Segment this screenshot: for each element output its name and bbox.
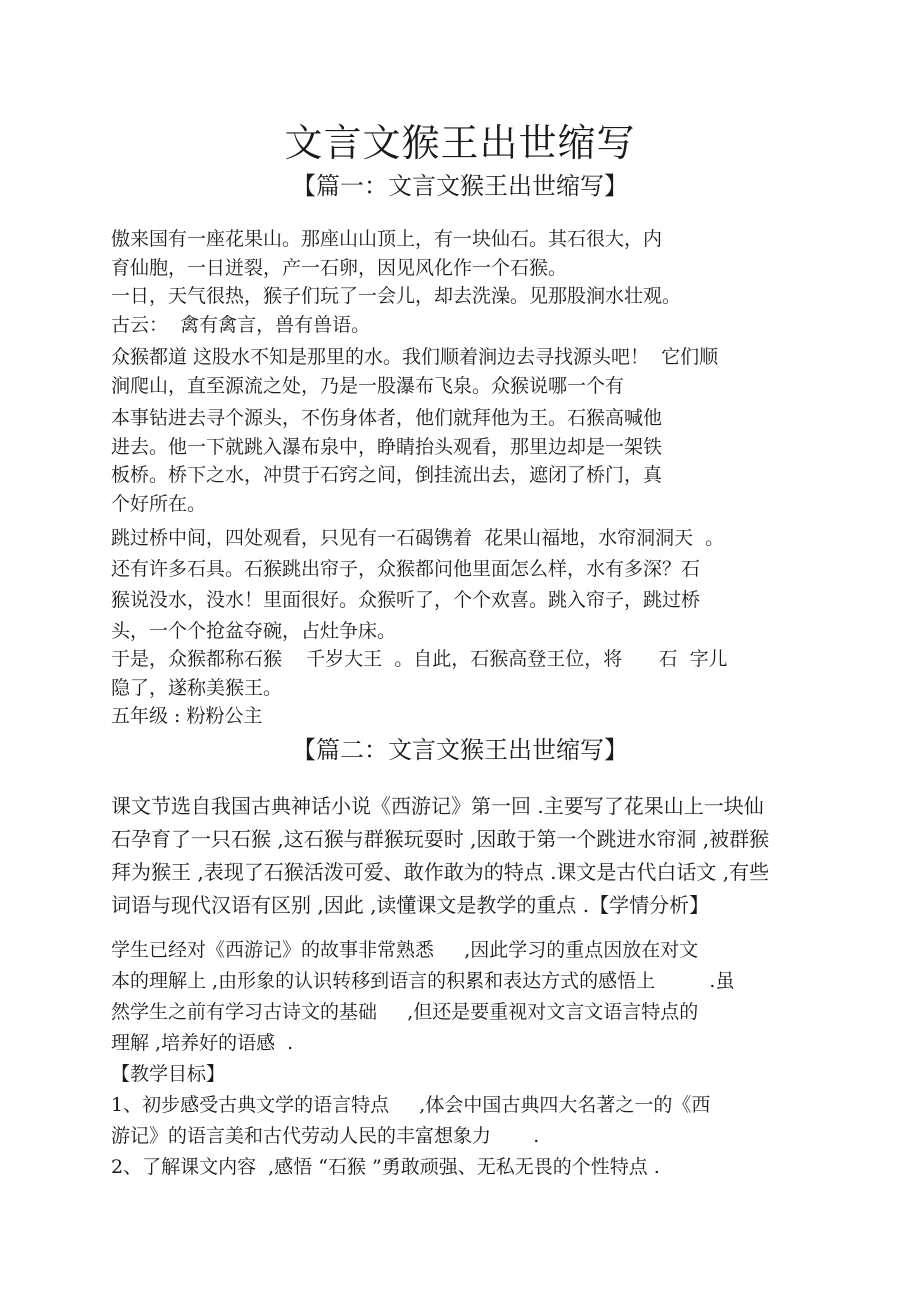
text-line: 课文节选自我国古典神话小说《西游记》第一回 .主要写了花果山上一块仙: [111, 794, 764, 818]
teaching-goals-heading: [111, 1060, 811, 1089]
text-line: 然学生之前有学习古诗文的基础 ,但还是要重视对文言文语言特点的: [111, 1001, 699, 1023]
text-line: 学生已经对《西游记》的故事非常熟悉 ,因此学习的重点因放在对文: [111, 939, 699, 961]
text-line: 本的理解上 ,由形象的认识转移到语言的积累和表达方式的感悟上 .虽: [111, 970, 735, 992]
text-line: 头，一个个抢盆夺碗，占灶争床。: [111, 620, 397, 642]
document-title: 文言文猴王出世缩写: [284, 121, 636, 165]
section-1-paragraph-4: [111, 523, 811, 647]
text-line: 猴说没水，没水！里面很好。众猴听了，个个欢喜。跳入帘子，跳过桥: [111, 589, 701, 611]
section-1-paragraph-2: [111, 343, 811, 400]
text-line: 1、初步感受古典文学的语言特点 ,体会中国古典四大名著之一的《西: [111, 1094, 711, 1116]
text-line: 2、了解课文内容 ,感悟 “石猴 ”勇敢顽强、无私无畏的个性特点 .: [111, 1156, 660, 1178]
section-2-paragraph-2: [111, 935, 811, 1059]
text-line: 石孕育了一只石猴 ,这石猴与群猴玩耍时 ,因敢于第一个跳进水帘洞 ,被群猴: [111, 827, 770, 851]
text-line: 众猴都道 这股水不知是那里的水。我们顺着涧边去寻找源头吧！ 它们顺: [111, 346, 719, 368]
text-line: 游记》的语言美和古代劳动人民的丰富想象力 .: [111, 1125, 540, 1147]
text-line: 一日，天气很热，猴子们玩了一会儿，却去洗澡。见那股涧水壮观。: [111, 285, 682, 307]
text-line: 涧爬山，直至源流之处，乃是一股瀑布飞泉。众猴说哪一个有: [111, 374, 625, 397]
text-line: 个好所在。: [111, 492, 207, 515]
text-line: 板桥。桥下之水，冲贯于石窍之间，倒挂流出去，遮闭了桥门，真: [111, 464, 663, 486]
signature: [111, 702, 811, 731]
text-line: 傲来国有一座花果山。那座山山顶上，有一块仙石。其石很大，内: [111, 228, 663, 250]
text-line: 跳过桥中间，四处观看，只见有一石碣镌着 花果山福地，水帘洞洞天 。: [111, 527, 725, 549]
text-line: 于是，众猴都称石猴 千岁大王 。自此，石猴高登王位，将 石 字儿: [111, 648, 728, 670]
text-line: 进去。他一下就跳入瀑布泉中，睁睛抬头观看，那里边却是一架铁: [111, 435, 663, 458]
section-2-heading: 【篇二：文言文猴王出世缩写】: [292, 736, 628, 764]
text-line: 古云： 禽有禽言，兽有兽语。: [111, 313, 371, 336]
text-line: 育仙胞，一日迸裂，产一石卵，因见风化作一个石猴。: [111, 256, 568, 279]
section-2-paragraph-1: [111, 790, 811, 922]
signature-text: 五年级 : 粉粉公主: [111, 705, 263, 727]
section-1-paragraph-1: [111, 225, 811, 339]
teaching-goal-1: [111, 1090, 811, 1152]
section-1-paragraph-5: [111, 645, 811, 702]
text-line: 【教学目标】: [111, 1063, 226, 1085]
section-1-paragraph-3: [111, 404, 811, 518]
text-line: 拜为猴王 ,表现了石猴活泼可爱、敢作敢为的特点 .课文是古代白话文 ,有些: [111, 860, 770, 884]
section-1-heading: 【篇一：文言文猴王出世缩写】: [292, 172, 628, 200]
teaching-goal-2: [111, 1153, 811, 1182]
text-line: 还有许多石具。石猴跳出帘子，众猴都问他里面怎么样，水有多深？石: [111, 558, 701, 580]
text-line: 本事钻进去寻个源头，不伤身体者，他们就拜他为王。石猴高喊他: [111, 407, 663, 429]
text-line: 理解 ,培养好的语感 .: [111, 1032, 294, 1054]
text-line: 隐了，遂称美猴王。: [111, 676, 283, 699]
text-line: 词语与现代汉语有区别 ,因此 ,读懂课文是教学的重点 .【学情分析】: [111, 893, 710, 917]
